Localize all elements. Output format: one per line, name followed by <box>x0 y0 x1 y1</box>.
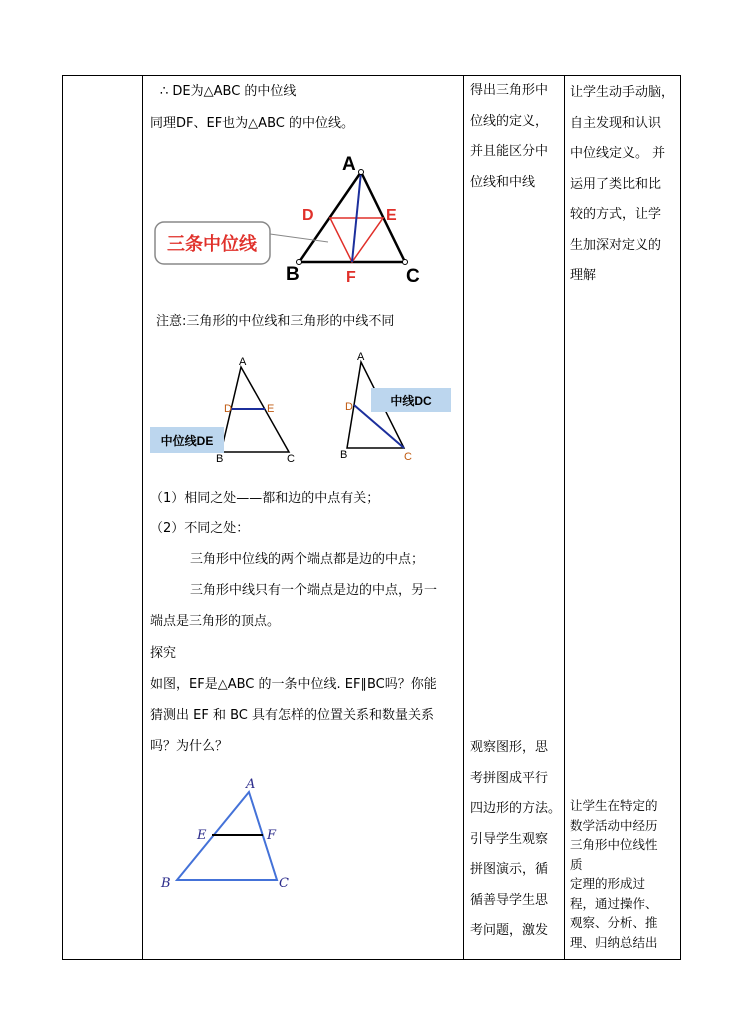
median-line <box>352 172 361 262</box>
student-activity-line: 并且能区分中 <box>470 144 549 159</box>
question-line-1: 如图，EF是△ABC 的一条中位线. EF∥BC吗？你能 <box>150 677 437 692</box>
label-a: A <box>357 351 365 363</box>
label-b: B <box>216 453 224 465</box>
label-c: C <box>287 453 295 465</box>
label-a: A <box>239 356 247 368</box>
design-intent-line: 数学活动中经历 <box>570 817 658 833</box>
label-e: E <box>386 207 397 224</box>
label-d: D <box>345 401 353 413</box>
student-activity-line: 四边形的方法。 <box>470 801 562 816</box>
label-d: D <box>302 207 314 224</box>
paragraph-different: （2）不同之处： <box>150 521 250 536</box>
note-line: 注意:三角形的中位线和三角形的中线不同 <box>156 314 395 329</box>
vertex-a <box>359 170 364 175</box>
student-activity-line: 观察图形，思 <box>470 740 549 755</box>
label-e: E <box>197 828 207 843</box>
design-intent-line: 质 <box>570 856 583 872</box>
design-intent-line: 运用了类比和比 <box>570 176 662 192</box>
figure-midline-de <box>150 350 310 468</box>
design-intent-line: 三角形中位线性 <box>570 837 658 852</box>
label-b: B <box>286 264 300 285</box>
figure-three-midlines <box>150 150 440 290</box>
label-f: F <box>267 828 277 843</box>
design-intent-bottom <box>570 796 678 952</box>
student-activity-line: 考问题，激发 <box>470 923 549 938</box>
student-activity-line: 得出三角形中 <box>470 83 549 98</box>
student-activity-line: 位线和中线 <box>470 174 536 190</box>
design-intent-line: 较的方式，让学 <box>570 207 662 222</box>
label-b: B <box>161 876 171 891</box>
vertex-c <box>403 260 408 265</box>
column-divider <box>142 75 143 960</box>
design-intent-line: 理解 <box>570 268 597 283</box>
design-intent-line: 中位线定义。 并 <box>570 146 666 161</box>
label-a: A <box>342 154 356 175</box>
question-line-3: 吗？为什么？ <box>150 739 229 754</box>
label-c: C <box>406 266 420 287</box>
paragraph-same: （1）相同之处——都和边的中点有关； <box>150 491 380 506</box>
design-intent-line: 观察、分析、推 <box>570 915 658 930</box>
callout-label: 中线DC <box>390 394 432 408</box>
label-b: B <box>340 449 348 461</box>
callout-label: 三条中位线 <box>167 234 257 254</box>
label-e: E <box>267 403 275 415</box>
explore-heading: 探究 <box>150 646 177 661</box>
student-activity-line: 循善导学生思 <box>470 892 549 908</box>
callout-label: 中位线DE <box>160 434 214 448</box>
label-f: F <box>346 269 356 286</box>
design-intent-line: 让学生在特定的 <box>570 798 658 813</box>
conclusion-line: ∴ DE为△ABC 的中位线 <box>160 84 297 99</box>
label-d: D <box>224 403 232 415</box>
design-intent-line: 生加深对定义的 <box>570 237 662 253</box>
label-c: C <box>279 876 289 891</box>
student-activity-line: 拼图演示，循 <box>470 862 549 877</box>
question-line-2: 猜测出 EF 和 BC 具有怎样的位置关系和数量关系 <box>150 708 434 723</box>
student-activity-line: 引导学生观察 <box>470 831 549 847</box>
student-activity-line: 位线的定义， <box>470 113 549 129</box>
paragraph-midline-endpoints: 三角形中位线的两个端点都是边的中点； <box>190 552 425 567</box>
label-c: C <box>404 451 412 463</box>
student-activity-bottom <box>470 733 564 947</box>
column-divider <box>564 75 565 960</box>
label-a: A <box>246 777 256 792</box>
figure-triangle-ef <box>155 772 305 897</box>
figure-median-dc <box>330 345 460 465</box>
paragraph-median-endpoints-cont: 端点是三角形的顶点。 <box>150 614 281 629</box>
design-intent-line: 理、归纳总结出 <box>570 934 658 950</box>
design-intent-line: 定理的形成过 <box>570 876 646 891</box>
similarity-line: 同理DF、EF也为△ABC 的中位线。 <box>150 116 354 131</box>
student-activity-top <box>470 76 562 198</box>
design-intent-line: 自主发现和认识 <box>570 115 662 131</box>
design-intent-top <box>570 78 678 292</box>
paragraph-median-endpoints: 三角形中线只有一个端点是边的中点，另一 <box>190 583 438 598</box>
design-intent-line: 程，通过操作、 <box>570 895 658 911</box>
design-intent-line: 让学生动手动脑， <box>570 85 675 100</box>
column-divider <box>463 75 464 960</box>
student-activity-line: 考拼图成平行 <box>470 770 549 786</box>
callout-pointer <box>270 234 328 242</box>
